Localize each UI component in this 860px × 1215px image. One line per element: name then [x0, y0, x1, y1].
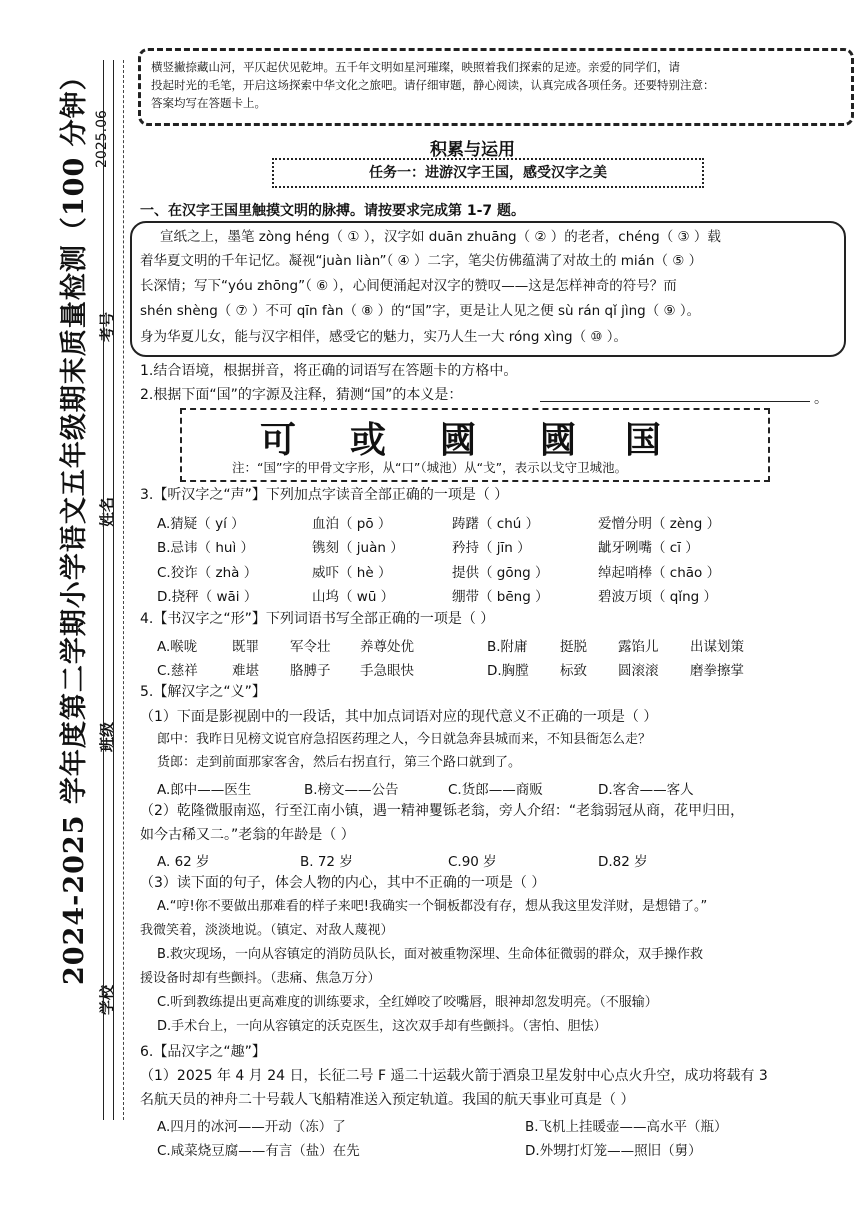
- q5-3-option-line: B.救灾现场，一向从容镇定的消防员队长，面对被重物深埋、生命体征微弱的群众，双手操作救: [157, 947, 704, 962]
- traditional-glyph: 國: [540, 419, 577, 461]
- binding-dotted-line: [123, 60, 124, 1120]
- q4-option: 露馅儿: [618, 639, 659, 655]
- binding-line: [103, 60, 104, 1120]
- binding-line: [113, 60, 114, 1120]
- q5-2-option: A. 62 岁: [157, 854, 210, 870]
- q6-option: C.咸菜烧豆腐——有言（盐）在先: [157, 1143, 360, 1159]
- question-5: 5.【解汉字之“义”】: [140, 684, 266, 700]
- q3-option: 爱憎分明（ zèng ）: [598, 516, 721, 532]
- answer-blank[interactable]: [540, 401, 810, 402]
- q4-option: 磨拳擦掌: [690, 663, 744, 679]
- q6-option: D.外甥打灯笼——照旧（舅）: [525, 1143, 702, 1159]
- passage-line: 宣纸之上，墨笔 zòng héng（ ① ），汉字如 duān zhuāng（ ② ）的老者，chéng（ ③ ）载: [160, 229, 721, 245]
- q5-3-option-line: 援设备时却有些颤抖。（悲痛、焦急万分）: [140, 971, 381, 986]
- passage-line: shén shèng（ ⑦ ）不可 qīn fàn（ ⑧ ）的“国”字，更是让人见之便 sù rán qǐ jìng（ ⑨ ）。: [140, 303, 701, 319]
- q4-option: 标致: [560, 663, 587, 679]
- q4-option: 手急眼快: [360, 663, 414, 679]
- q3-option: 血泊（ pō ）: [312, 516, 392, 532]
- q5-1-option: C.货郎——商贩: [448, 782, 543, 798]
- q5-1-option: A.郎中——医生: [157, 782, 252, 798]
- q3-option: C.狡诈（ zhà ）: [157, 565, 258, 581]
- question-2-period: 。: [814, 391, 828, 407]
- oracle-bone-glyph: 可: [260, 419, 297, 461]
- q3-option: A.猜疑（ yí ）: [157, 516, 245, 532]
- intro-line: 横竖撇捺藏山河，平仄起伏见乾坤。五千年文明如星河璀璨，映照着我们探索的足迹。亲爱的同学们，请: [151, 60, 680, 74]
- intro-box: [138, 48, 854, 126]
- q3-option: 龇牙咧嘴（ cī ）: [598, 540, 699, 556]
- section-title: 积累与运用: [430, 140, 515, 160]
- q4-option: 军令壮: [290, 639, 331, 655]
- exam-number-label: 考号: [98, 311, 116, 342]
- q5-3-option-line: 我微笑着，淡淡地说。（镇定、对敌人蔑视）: [140, 923, 394, 938]
- passage-line: 身为华夏儿女，能与汉字相伴，感受它的魅力，实乃人生一大 róng xìng（ ⑩ ）。: [140, 329, 628, 345]
- question-intro: 一、在汉字王国里触摸文明的脉搏。请按要求完成第 1-7 题。: [140, 203, 526, 219]
- q5-3-option-line: C.听到教练提出更高难度的训练要求，全红婵咬了咬嘴唇，眼神却忽发明亮。（不服输）: [157, 995, 658, 1010]
- q4-option: 养尊处优: [360, 639, 414, 655]
- q4-option: C.慈祥: [157, 663, 198, 679]
- task-title: 任务一：进游汉字王国，感受汉字之美: [272, 158, 704, 188]
- q5-1-option: D.客舍——客人: [598, 782, 694, 798]
- dialogue-line: 郎中：我昨日见榜文说官府急招医药理之人，今日就急奔县城而来，不知县衙怎么走？: [157, 732, 652, 747]
- q5-2-option: D.82 岁: [598, 854, 648, 870]
- question-6: 6.【品汉字之“趣”】: [140, 1044, 266, 1060]
- intro-line: 投起时光的毛笔，开启这场探索中华文化之旅吧。请仔细审题，静心阅读，认真完成各项任务。还要特别注意：: [151, 78, 715, 92]
- q3-option: 威吓（ hè ）: [312, 565, 392, 581]
- exam-title: 2024-2025 学年度第二学期小学语文五年级期末质量检测（100 分钟）: [59, 62, 90, 985]
- class-label: 班级: [98, 721, 116, 752]
- glyph-note: 注：“国”字的甲骨文字形，从“口”（城池）从“戈”，表示以戈守卫城池。: [232, 460, 628, 475]
- q4-option: 出谋划策: [690, 639, 744, 655]
- q5-3-option-line: D.手术台上，一向从容镇定的沃克医生，这次双手却有些颤抖。（害怕、胆怯）: [157, 1019, 607, 1034]
- q4-option: 挺脱: [560, 639, 587, 655]
- question-5-1: （1）下面是影视剧中的一段话，其中加点词语对应的现代意义不正确的一项是（ ）: [140, 709, 658, 725]
- q5-2-option: C.90 岁: [448, 854, 497, 870]
- q3-option: B.忌讳（ huì ）: [157, 540, 254, 556]
- q3-option: 踌躇（ chú ）: [452, 516, 540, 532]
- bronze-glyph: 或: [350, 419, 387, 461]
- q3-option: D.挠秤（ wāi ）: [157, 589, 258, 605]
- q3-option: 提供（ gōng ）: [452, 565, 549, 581]
- question-2: 2.根据下面“国”的字源及注释，猜测“国”的本义是：: [140, 387, 463, 403]
- q3-option: 碧波万顷（ qǐng ）: [598, 589, 718, 605]
- q4-option: A.喉咙: [157, 639, 198, 655]
- q6-option: A.四月的冰河——开动（冻）了: [157, 1119, 346, 1135]
- question-5-2: 如今古稀又二。”老翁的年龄是（ ）: [140, 827, 355, 843]
- q4-option: 既罪: [232, 639, 259, 655]
- q3-option: 镌刻（ juàn ）: [312, 540, 404, 556]
- question-5-2: （2）乾隆微服南巡，行至江南小镇，遇一精神矍铄老翁，旁人介绍：“老翁弱冠从商，花甲归田，: [140, 803, 745, 819]
- passage-line: 长深情；写下“yóu zhōng”（ ⑥ ），心间便涌起对汉字的赞叹——这是怎样神奇的符号？而: [140, 278, 677, 294]
- intro-line: 答案均写在答题卡上。: [151, 96, 266, 110]
- q3-option: 绷带（ bēng ）: [452, 589, 549, 605]
- exam-date: 2025.06: [94, 110, 110, 168]
- school-label: 学校: [98, 984, 116, 1015]
- simplified-glyph: 国: [625, 419, 662, 461]
- dialogue-line: 货郎：走到前面那家客舍，然后右拐直行，第三个路口就到了。: [157, 755, 522, 770]
- q5-2-option: B. 72 岁: [300, 854, 353, 870]
- question-4: 4.【书汉字之“形”】下列词语书写全部正确的一项是（ ）: [140, 611, 495, 627]
- question-5-3: （3）读下面的句子，体会人物的内心，其中不正确的一项是（ ）: [140, 875, 546, 891]
- q4-option: D.胸膛: [487, 663, 529, 679]
- q3-option: 绰起哨棒（ chāo ）: [598, 565, 721, 581]
- question-3: 3.【听汉字之“声”】下列加点字读音全部正确的一项是（ ）: [140, 487, 509, 503]
- q5-1-option: B.榜文——公告: [304, 782, 399, 798]
- q3-option: 矜持（ jīn ）: [452, 540, 531, 556]
- q5-3-option-line: A.“哼!你不要做出那难看的样子来吧!我确实一个铜板都没有存，想从我这里发洋财，是想错了。”: [157, 899, 708, 914]
- q3-option: 山坞（ wū ）: [312, 589, 395, 605]
- q4-option: 圆滚滚: [618, 663, 659, 679]
- question-6-1: （1）2025 年 4 月 24 日，长征二号 F 遥二十运载火箭于酒泉卫星发射中心点火升空，成功将载有 3: [140, 1068, 768, 1084]
- question-6-1: 名航天员的神舟二十号载人飞船精准送入预定轨道。我国的航天事业可真是（ ）: [140, 1092, 635, 1108]
- passage-line: 着华夏文明的千年记忆。凝视“juàn liàn”（ ④ ）二字，笔尖仿佛蕴满了对故土的 mián（ ⑤ ）: [140, 253, 703, 269]
- q4-option: 难堪: [232, 663, 259, 679]
- q6-option: B.飞机上挂暖壶——高水平（瓶）: [525, 1119, 728, 1135]
- q4-option: B.附庸: [487, 639, 528, 655]
- name-label: 姓名: [98, 496, 116, 527]
- seal-glyph: 國: [440, 419, 477, 461]
- question-1: 1.结合语境，根据拼音，将正确的词语写在答题卡的方格中。: [140, 363, 518, 379]
- q4-option: 胳膊子: [290, 663, 331, 679]
